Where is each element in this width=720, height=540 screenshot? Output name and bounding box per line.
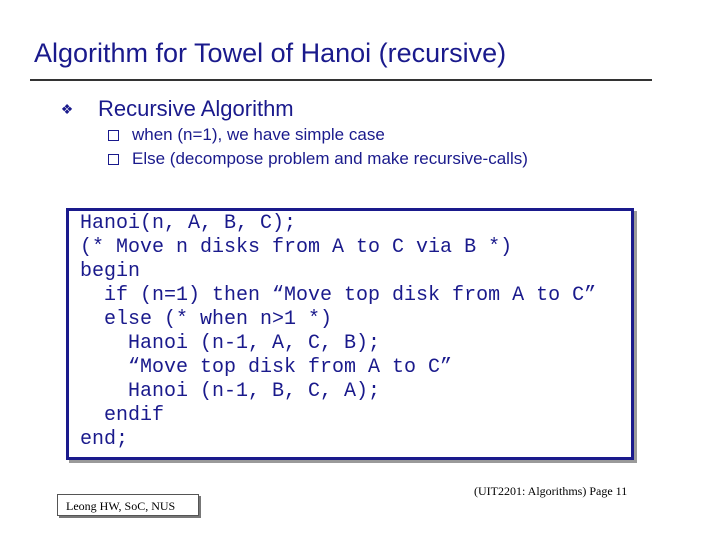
code-line: begin [80,260,141,283]
code-line: end; [80,428,129,451]
checkbox-icon [108,130,119,141]
code-line: Hanoi(n, A, B, C); [80,212,297,235]
code-line: else (* when n>1 *) [80,308,333,331]
code-line: Hanoi (n-1, A, C, B); [80,332,381,355]
code-line: (* Move n disks from A to C via B *) [80,236,513,259]
bullet-text: Recursive Algorithm [98,96,294,121]
bullet-recursive-algorithm [58,96,294,122]
checkbox-icon [108,154,119,165]
code-line: Hanoi (n-1, B, C, A); [80,380,381,403]
title-underline [30,79,652,81]
code-line: “Move top disk from A to C” [80,356,453,379]
sub-bullet-text: Else (decompose problem and make recursive-calls) [132,149,528,168]
code-line: if (n=1) then “Move top disk from A to C” [80,284,597,307]
sub-bullet-2 [108,149,528,169]
code-line: endif [80,404,165,427]
sub-bullet-text: when (n=1), we have simple case [132,125,385,144]
slide-title: Algorithm for Towel of Hanoi (recursive) [34,38,507,68]
footer-page-number: (UIT2201: Algorithms) Page 11 [474,484,628,498]
pseudocode-block [80,212,596,452]
footer-author: Leong HW, SoC, NUS [57,494,199,516]
diamond-icon: ❖ [60,100,74,117]
sub-bullet-1 [108,125,385,145]
